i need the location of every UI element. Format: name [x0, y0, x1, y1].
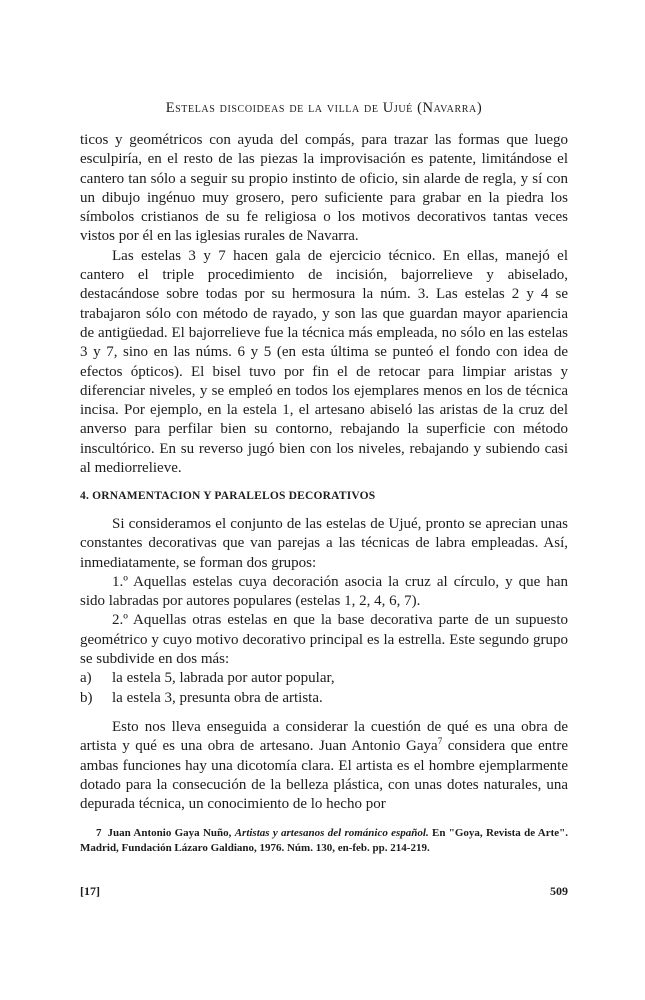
section-page-marker: [17]	[80, 884, 100, 898]
list-item-text: la estela 3, presunta obra de artista.	[112, 689, 323, 706]
footnote	[80, 826, 568, 856]
section-heading: 4. ORNAMENTACION Y PARALELOS DECORATIVOS	[80, 490, 376, 502]
list-item	[80, 669, 568, 688]
paragraph-text-end: considera que entre ambas funciones hay una dicotomía clara. El artista es el hombre ejemplarmente dotado para la consecución de la belleza plástica, con unas dotes naturales, una depurada técnica, un conocimiento de lo hecho por	[80, 738, 569, 813]
section-intro-paragraph: Si consideramos el conjunto de las estelas de Ujué, pronto se aprecian unas constantes decorativas que van parejas a las técnicas de labra empleadas. Así, inmediatamente, se forman dos grupos:	[80, 516, 568, 571]
running-head: Estelas discoideas de la villa de Ujué (Navarra)	[165, 100, 483, 116]
footnote-author: Juan Antonio Gaya Nuño,	[107, 827, 232, 839]
footnote-details: En "Goya, Revista de Arte". Madrid, Fundación Lázaro Galdiano, 1976. Núm. 130, en-feb. pp. 214-219.	[80, 827, 569, 854]
body-text	[80, 131, 568, 478]
page-number: 509	[550, 884, 568, 898]
group-one-paragraph: 1.º Aquellas estelas cuya decoración asocia la cruz al círculo, y que han sido labradas por autores populares (estelas 1, 2, 4, 6, 7).	[80, 573, 568, 610]
list-item-label: b)	[80, 689, 93, 706]
list-item-label: a)	[80, 670, 92, 687]
list-item	[80, 689, 568, 708]
list-item-text: la estela 5, labrada por autor popular,	[112, 670, 335, 687]
section-text	[80, 515, 568, 814]
paragraph-technique: Las estelas 3 y 7 hacen gala de ejercicio técnico. En ellas, manejó el cantero el triple procedimiento de incisión, bajorrelieve y abiselado, destacándose sobre todas por su hermosura la núm. 3. Las estelas 2 y 4 se trabajaron sólo con método de rayado, y son las que guardan mayor apariencia de antigüedad. El bajorrelieve fue la técnica más empleada, no sólo en las estelas 3 y 7, sino en las núms. 6 y 5 (en esta última se punteó el fondo con idea de efectos ópticos). El bisel tuvo por fin el de retocar para limpiar aristas y diferenciar niveles, y se empleó en todos los ejemplares menos en los de técnica incisa. Por ejemplo, en la estela 1, el artesano abiseló las aristas de la cruz del anverso para perfilar bien su contorno, rebajando la superficie con método inscultórico. En su reverso jugó bien con los niveles, rebajando y subiendo casi al mediorrelieve.	[80, 247, 568, 477]
footnote-title: Artistas y artesanos del románico español.	[234, 827, 429, 839]
footnote-reference: 7	[437, 736, 443, 747]
footnote-number: 7	[96, 827, 102, 839]
paragraph-text-start: Esto nos lleva enseguida a considerar la cuestión de qué es una obra de artista y qué es una obra de artesano. Juan Antonio Gaya	[80, 718, 568, 755]
artist-artisan-paragraph	[80, 718, 568, 814]
paragraph-continuation: ticos y geométricos con ayuda del compás, para trazar las formas que luego esculpiría, en el resto de las piezas la improvisación es patente, limitándose el cantero tan sólo a seguir su propio instinto de oficio, sin alarde de regla, y sí con un dibujo ingénuo muy grosero, pero suficiente para grabar en la piedra los símbolos cristianos de su fe religiosa o los motivos decorativos tantas veces vistos por él en las iglesias rurales de Navarra.	[80, 132, 568, 245]
spacer	[80, 708, 568, 718]
group-two-paragraph: 2.º Aquellas otras estelas en que la base decorativa parte de un supuesto geométrico y cuyo motivo decorativo principal es la estrella. Este segundo grupo se subdivide en dos más:	[80, 612, 568, 668]
